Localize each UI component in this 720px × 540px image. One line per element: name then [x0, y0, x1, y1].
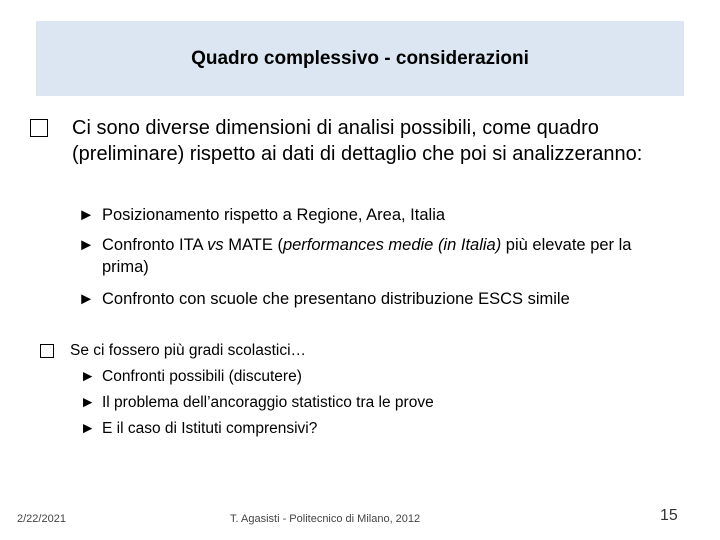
- footer-date: 2/22/2021: [17, 513, 66, 525]
- sub-bullet-text: Confronto ITA vs MATE (performances medie (in Italia) più elevate per la prima): [102, 236, 632, 276]
- sub-bullet: [80, 393, 434, 413]
- page-number: 15: [660, 507, 678, 524]
- arrow-bullet-icon: ►: [80, 368, 96, 385]
- bullet-1-text: Ci sono diverse dimensioni di analisi possibili, come quadro (preliminare) rispetto ai dati di dettaglio che poi si analizzeranno:: [72, 117, 643, 165]
- sub-bullet: [80, 419, 317, 439]
- sub-bullet: [80, 367, 302, 387]
- bullet-1: [30, 115, 690, 167]
- footer-author: T. Agasisti - Politecnico di Milano, 2012: [230, 513, 421, 525]
- square-bullet-icon: [40, 344, 54, 358]
- sub-bullet-text: E il caso di Istituti comprensivi?: [102, 420, 318, 437]
- slide-title: Quadro complessivo - considerazioni: [191, 47, 529, 69]
- sub-bullet: [78, 234, 668, 278]
- arrow-bullet-icon: ►: [78, 290, 95, 308]
- arrow-bullet-icon: ►: [80, 420, 96, 437]
- arrow-bullet-icon: ►: [78, 236, 95, 254]
- sub-bullet-text: Confronto con scuole che presentano distribuzione ESCS simile: [102, 290, 570, 308]
- bullet-2: [40, 341, 306, 361]
- arrow-bullet-icon: ►: [80, 394, 96, 411]
- sub-bullet: [78, 288, 570, 310]
- sub-bullet: [78, 204, 445, 226]
- bullet-2-text: Se ci fossero più gradi scolastici…: [70, 342, 307, 359]
- sub-bullet-text: Il problema dell’ancoraggio statistico tra le prove: [102, 394, 434, 411]
- square-bullet-icon: [30, 119, 48, 137]
- arrow-bullet-icon: ►: [78, 206, 95, 224]
- title-banner: [36, 21, 684, 96]
- sub-bullet-text: Confronti possibili (discutere): [102, 368, 302, 385]
- sub-bullet-text: Posizionamento rispetto a Regione, Area, Italia: [102, 206, 446, 224]
